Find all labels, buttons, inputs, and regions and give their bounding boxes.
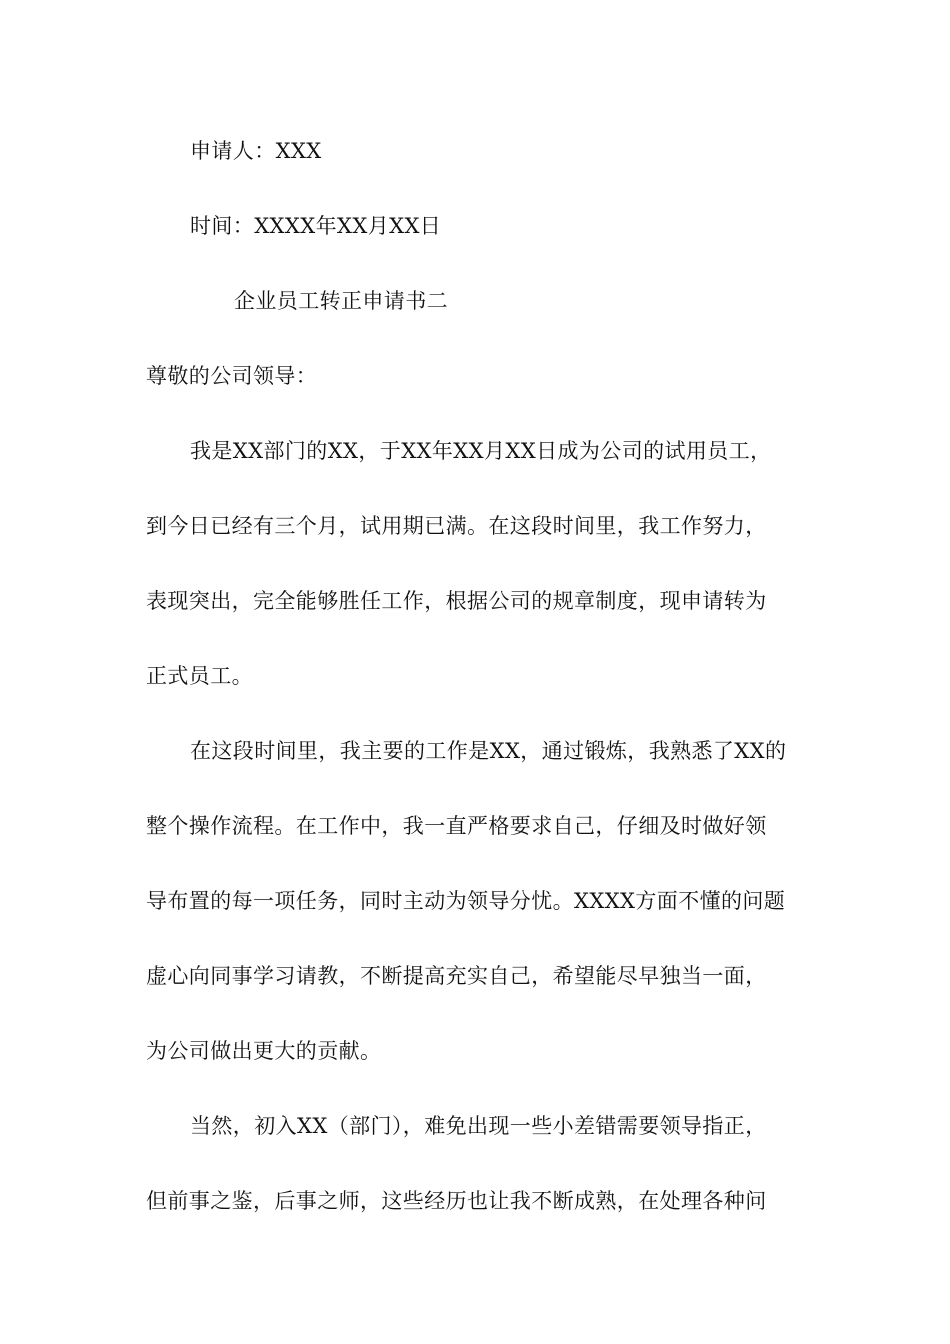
date-line: 时间：XXXX年XX月XX日 (190, 214, 442, 238)
body-line: 在这段时间里，我主要的工作是XX，通过锻炼，我熟悉了XX的 (190, 739, 787, 763)
body-line: 虚心向同事学习请教，不断提高充实自己，希望能尽早独当一面， (146, 964, 767, 988)
body-line: 为公司做出更大的贡献。 (146, 1039, 382, 1063)
document-title: 企业员工转正申请书二 (234, 289, 448, 313)
body-line: 正式员工。 (146, 664, 253, 688)
body-line: 我是XX部门的XX，于XX年XX月XX日成为公司的试用员工， (190, 439, 772, 463)
body-line: 到今日已经有三个月，试用期已满。在这段时间里，我工作努力， (146, 514, 767, 538)
salutation: 尊敬的公司领导： (146, 364, 318, 388)
body-line: 整个操作流程。在工作中，我一直严格要求自己，仔细及时做好领 (146, 814, 767, 838)
body-line: 但前事之鉴，后事之师，这些经历也让我不断成熟，在处理各种问 (146, 1189, 767, 1213)
body-line: 当然，初入XX（部门），难免出现一些小差错需要领导指正， (190, 1114, 767, 1138)
applicant-line: 申请人：XXX (190, 139, 322, 163)
body-line: 表现突出，完全能够胜任工作，根据公司的规章制度，现申请转为 (146, 589, 767, 613)
body-line: 导布置的每一项任务，同时主动为领导分忧。XXXX方面不懂的问题 (146, 889, 786, 913)
